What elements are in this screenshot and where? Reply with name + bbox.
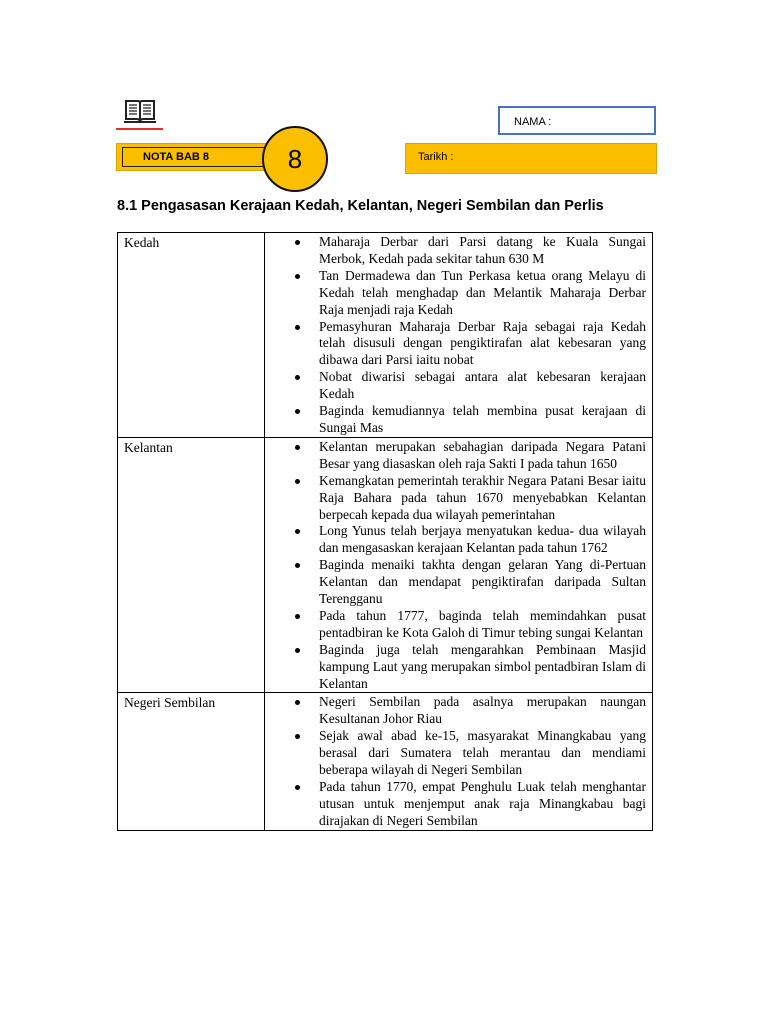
list-item: Pada tahun 1770, empat Penghulu Luak telah menghantar utusan untuk menjemput anak raja Minangkabau bagi dirajakan di Negeri Sembilan — [265, 779, 646, 830]
chapter-number: 8 — [287, 143, 303, 174]
nama-field[interactable] — [498, 106, 656, 135]
list-item: Pemasyhuran Maharaja Derbar Raja sebagai raja Kedah telah disusuli dengan pengiktirafan alat kebesaran yang dibawa dari Parsi iaitu nobat — [265, 319, 646, 370]
icon-underline — [116, 128, 163, 130]
list-item: Tan Dermadewa dan Tun Perkasa ketua orang Melayu di Kedah telah menghadap dan Melantik Maharaja Derbar Raja menjadi raja Kedah — [265, 268, 646, 319]
list-item: Negeri Sembilan pada asalnya merupakan naungan Kesultanan Johor Riau — [265, 694, 646, 728]
list-item: Baginda kemudiannya telah membina pusat kerajaan di Sungai Mas — [265, 403, 646, 437]
nama-label: NAMA : — [514, 116, 552, 128]
points-cell — [265, 693, 653, 830]
table-row — [118, 233, 653, 438]
tarikh-label: Tarikh : — [418, 151, 454, 163]
chapter-number-badge — [262, 126, 328, 192]
points-cell — [265, 233, 653, 438]
list-item: Sejak awal abad ke-15, masyarakat Minangkabau yang berasal dari Sumatera telah merantau dan mendiami beberapa wilayah di Negeri Sembilan — [265, 728, 646, 779]
list-item: Maharaja Derbar dari Parsi datang ke Kuala Sungai Merbok, Kedah pada sekitar tahun 630 M — [265, 234, 646, 268]
bullet-list — [265, 694, 646, 829]
state-name: Kelantan — [118, 437, 265, 693]
bullet-list — [265, 439, 646, 693]
book-icon — [124, 97, 156, 125]
list-item: Long Yunus telah berjaya menyatukan kedua- dua wilayah dan mengasaskan kerajaan Kelantan pada tahun 1762 — [265, 523, 646, 557]
tarikh-field[interactable] — [405, 143, 657, 174]
table-row — [118, 437, 653, 693]
section-title: 8.1 Pengasasan Kerajaan Kedah, Kelantan, Negeri Sembilan dan Perlis — [117, 198, 604, 214]
notes-table — [117, 232, 653, 831]
state-name: Negeri Sembilan — [118, 693, 265, 830]
nota-bar — [116, 143, 286, 171]
bullet-list — [265, 234, 646, 437]
list-item: Kemangkatan pemerintah terakhir Negara Patani Besar iaitu Raja Bahara pada tahun 1670 menyebabkan Kelantan berpecah kepada dua wilayah pemerintahan — [265, 473, 646, 524]
list-item: Kelantan merupakan sebahagian daripada Negara Patani Besar yang diasaskan oleh raja Sakti I pada tahun 1650 — [265, 439, 646, 473]
table-row — [118, 693, 653, 830]
points-cell — [265, 437, 653, 693]
list-item: Baginda menaiki takhta dengan gelaran Yang di-Pertuan Kelantan dan mendapat pengiktirafan daripada Sultan Terengganu — [265, 557, 646, 608]
list-item: Nobat diwarisi sebagai antara alat kebesaran kerajaan Kedah — [265, 369, 646, 403]
state-name: Kedah — [118, 233, 265, 438]
list-item: Baginda juga telah mengarahkan Pembinaan Masjid kampung Laut yang merupakan simbol pentadbiran Islam di Kelantan — [265, 642, 646, 693]
nota-label: NOTA BAB 8 — [122, 147, 272, 167]
list-item: Pada tahun 1777, baginda telah memindahkan pusat pentadbiran ke Kota Galoh di Timur tebing sungai Kelantan — [265, 608, 646, 642]
